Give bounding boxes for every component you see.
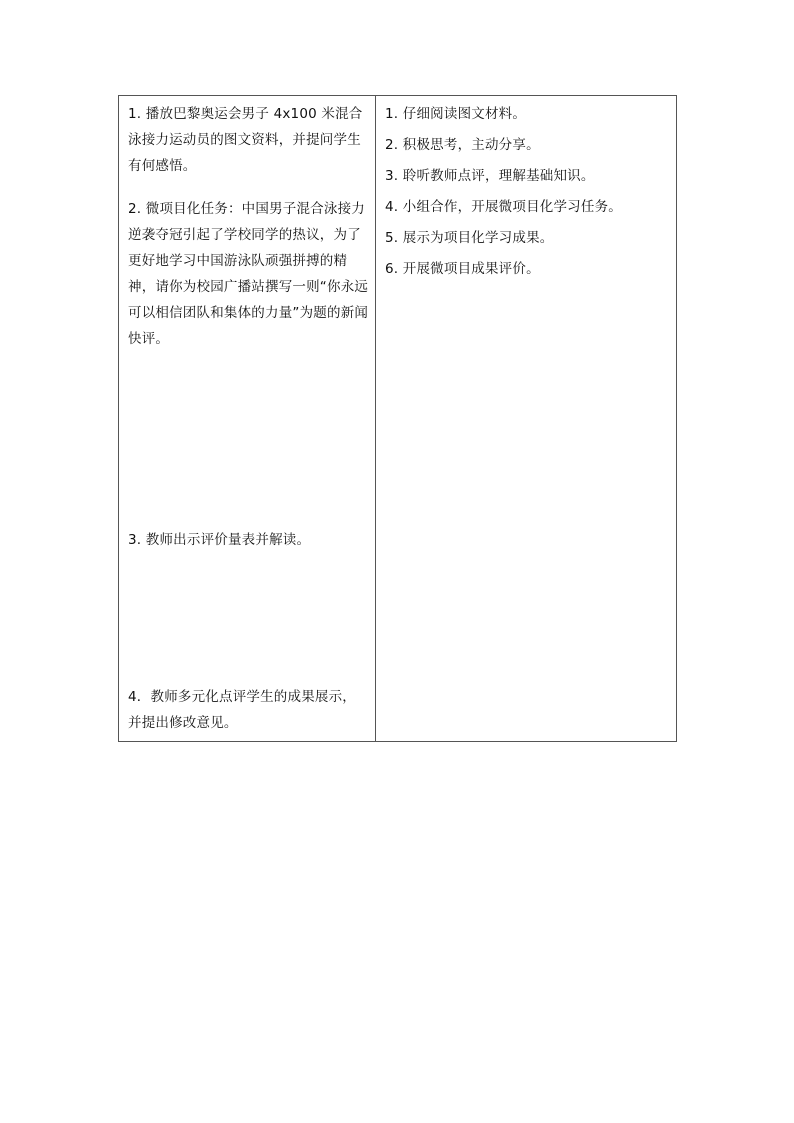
teacher-activity-item: 3. 教师出示评价量表并解读。 <box>128 532 311 548</box>
student-activity-item: 2. 积极思考，主动分享。 <box>385 137 540 153</box>
lesson-activity-table <box>118 95 677 742</box>
teacher-activity-list <box>119 96 375 741</box>
student-activity-item: 4. 小组合作，开展微项目化学习任务。 <box>385 199 622 215</box>
student-activity-item: 1. 仔细阅读图文材料。 <box>385 106 527 122</box>
student-activity-item: 6. 开展微项目成果评价。 <box>385 261 540 277</box>
teacher-activity-cell <box>119 96 376 742</box>
table-row <box>119 96 677 742</box>
student-activity-cell <box>376 96 677 742</box>
teacher-activity-item: 2. 微项目化任务：中国男子混合泳接力逆袭夺冠引起了学校同学的热议，为了更好地学习中国游泳队顽强拼搏的精神，请你为校园广播站撰写一则“你永远可以相信团队和集体的力量”为题的新闻快评。 <box>128 201 369 347</box>
teacher-activity-item: 1. 播放巴黎奥运会男子 4x100 米混合泳接力运动员的图文资料，并提问学生有何感悟。 <box>128 106 363 174</box>
student-activity-item: 3. 聆听教师点评，理解基础知识。 <box>385 168 595 184</box>
student-activity-list <box>376 96 676 741</box>
student-activity-item: 5. 展示为项目化学习成果。 <box>385 230 554 246</box>
teacher-activity-item: 4．教师多元化点评学生的成果展示，并提出修改意见。 <box>128 689 356 731</box>
